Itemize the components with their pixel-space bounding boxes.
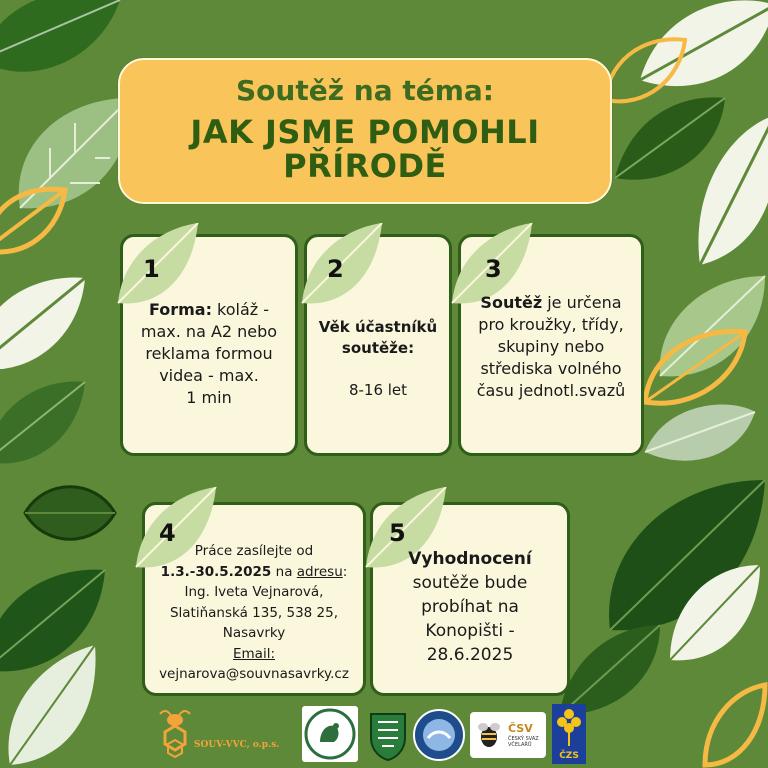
leaf-decoration-left-bottom-white <box>0 640 100 768</box>
card-number: 5 <box>389 519 406 547</box>
csv-name-2: VČELAŘŮ <box>508 742 532 748</box>
leaf-decoration-right-white-large <box>690 110 768 270</box>
card-3-competition <box>458 234 644 456</box>
chicken-club-logo <box>302 706 358 762</box>
souv-logo <box>150 706 280 762</box>
leaf-decoration-right-gray <box>640 392 760 472</box>
title-main <box>120 115 610 183</box>
card-text: Vyhodnocení soutěže bude probíhat na Konopišti - 28.6.2025 <box>408 549 532 665</box>
card-text: Práce zasílejte od 1.3.-30.5.2025 na adresu: Ing. Iveta Vejnarová, Slatiňanská 135, 538 25, Nasavrky Email: vejnarova@souvnasavrky.cz <box>147 541 361 685</box>
leaf-decoration-left-dark <box>0 372 90 472</box>
leaf-decoration-right-white-bottom <box>665 560 765 670</box>
leaf-decoration-left-yellow <box>0 180 70 260</box>
csv-abbr: ČSV <box>508 722 533 735</box>
card-2-age <box>304 234 452 456</box>
card-number: 2 <box>327 255 344 283</box>
souv-logo-text: SOUV-VVC, o.p.s. <box>194 740 280 750</box>
round-badge-logo <box>412 708 466 762</box>
card-5-evaluation <box>370 502 570 696</box>
email-link[interactable]: vejnarova@souvnasavrky.cz <box>159 666 349 682</box>
title-banner <box>118 58 612 204</box>
csv-name-1: ČESKÝ SVAZ <box>508 736 539 742</box>
card-number: 1 <box>143 255 160 283</box>
leaf-decoration-left-white <box>0 268 90 378</box>
title-subtitle: Soutěž na téma: <box>236 74 494 107</box>
card-text: Soutěž je určena pro kroužky, třídy, skupiny nebo střediska volného času jednotl.svazů <box>476 293 626 400</box>
title-line-2: PŘÍRODĚ <box>283 147 447 185</box>
card-text: Forma: koláž - max. na A2 nebo reklama formou videa - max. 1 min <box>140 300 278 407</box>
shield-association-logo <box>368 708 408 762</box>
card-4-submission <box>142 502 366 696</box>
leaf-decoration-top-left <box>0 0 130 90</box>
card-number: 4 <box>159 519 176 547</box>
csv-logo <box>470 712 546 758</box>
leaf-decoration-right-yellow-bottom <box>700 680 768 768</box>
czs-logo <box>552 704 586 764</box>
leaf-decoration-left-outline <box>20 478 120 548</box>
czs-label: ČZS <box>559 751 579 761</box>
card-1-form <box>120 234 298 456</box>
title-line-1: JAK JSME POMOHLI <box>190 113 540 151</box>
flower-icon <box>552 704 586 748</box>
bee-honeycomb-icon <box>150 706 200 762</box>
card-number: 3 <box>485 255 502 283</box>
card-text: Věk účastníků soutěže: 8-16 let <box>318 318 438 399</box>
bee-icon <box>474 720 504 750</box>
